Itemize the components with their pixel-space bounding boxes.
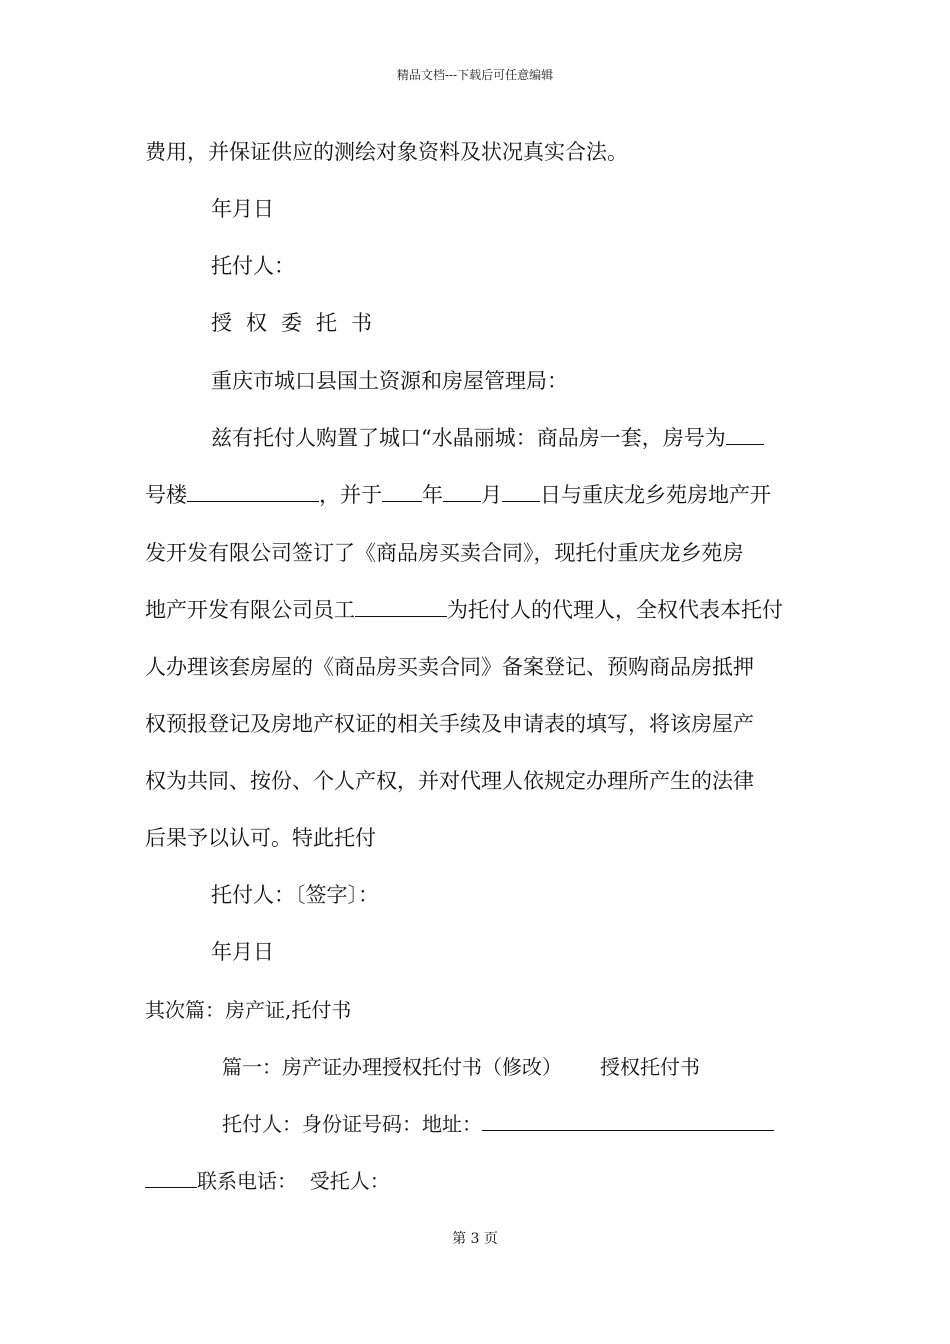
fill-blank-month (443, 483, 481, 502)
signature-line: 托付人：〔签字〕： (211, 883, 379, 907)
subsection-title: 篇一：房产证办理授权托付书（修改） (222, 1055, 562, 1079)
fill-blank-year (382, 483, 422, 502)
section-title: 授权委托书 (211, 311, 386, 335)
fill-blank-room (726, 426, 764, 445)
body-line (145, 481, 771, 509)
body-line: 发开发有限公司签订了《商品房买卖合同》，现托付重庆龙乡苑房 (145, 541, 744, 565)
body-text: 月 (481, 483, 502, 507)
body-line: 费用，并保证供应的测绘对象资料及状况真实合法。 (145, 140, 628, 164)
body-line: 人办理该套房屋的《商品房买卖合同》备案登记、预购商品房抵押 (145, 655, 754, 679)
fill-blank-day (502, 483, 540, 502)
fill-blank-building (187, 483, 319, 502)
principal-label: 托付人： (211, 254, 295, 278)
fill-blank-address-cont (145, 1169, 197, 1188)
form-labels: 托付人：身份证号码：地址： (222, 1112, 482, 1136)
date-line: 年月日 (211, 940, 274, 964)
form-labels: 联系电话： 受托人： (197, 1169, 390, 1193)
body-text: 地产开发有限公司员工 (145, 598, 355, 622)
body-text: 号楼 (145, 483, 187, 507)
body-text: 为托付人的代理人，全权代表本托付 (447, 598, 783, 622)
body-text: ，并于 (319, 483, 382, 507)
body-text: 兹有托付人购置了城口“水晶丽城：商品房一套，房号为 (211, 426, 726, 450)
fill-blank-address (482, 1112, 774, 1131)
section-heading: 其次篇：房产证,托付书 (145, 998, 352, 1022)
form-line (222, 1110, 774, 1138)
body-text: 日与重庆龙乡苑房地产开 (540, 483, 771, 507)
fill-blank-agent (355, 598, 447, 617)
body-line: 权为共同、按份、个人产权，并对代理人依规定办理所产生的法律 (145, 769, 754, 793)
form-line (145, 1167, 390, 1195)
page-header: 精品文档---下载后可任意编辑 (396, 68, 554, 82)
date-line: 年月日 (211, 197, 274, 221)
subsection-heading (222, 1053, 700, 1081)
body-text: 年 (422, 483, 443, 507)
body-line: 后果予以认可。特此托付 (145, 826, 376, 850)
page-number: 第 3 页 (452, 1231, 498, 1247)
body-line (145, 596, 783, 624)
body-line (211, 424, 764, 452)
addressee-line: 重庆市城口县国土资源和房屋管理局： (211, 369, 568, 393)
subsection-title-2: 授权托付书 (600, 1055, 700, 1079)
body-line: 权预报登记及房地产权证的相关手续及申请表的填写，将该房屋产 (145, 712, 754, 736)
